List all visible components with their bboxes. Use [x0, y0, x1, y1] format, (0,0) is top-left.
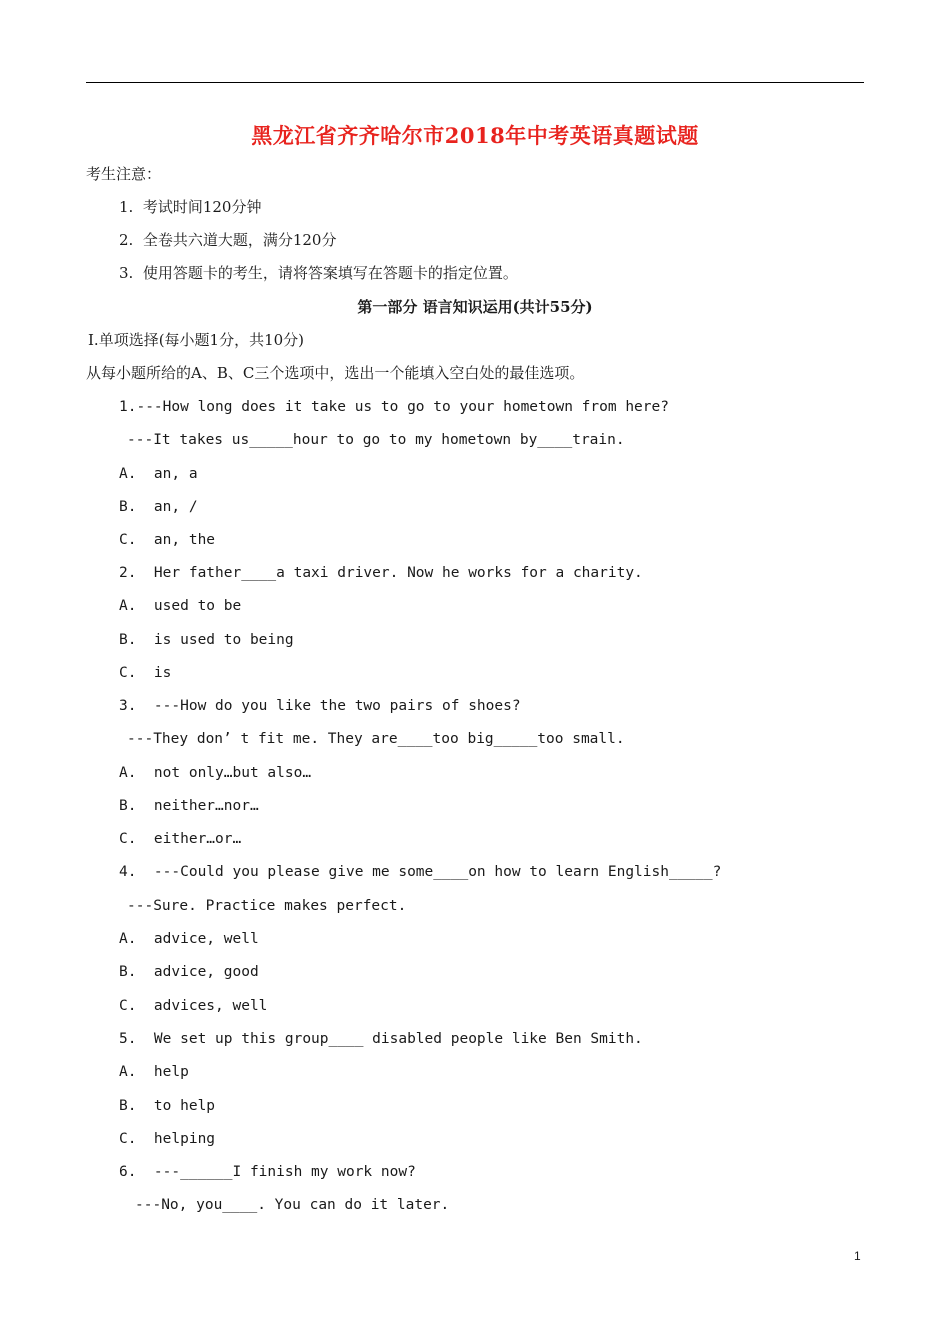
part-heading: Ⅰ.单项选择(每小题1分，共10分): [88, 331, 305, 349]
header-rule: [86, 82, 864, 83]
part-instruction: 从每小题所给的A、B、C三个选项中，选出一个能填入空白处的最佳选项。: [86, 364, 585, 382]
question-3-option-c: C. either…or…: [119, 831, 242, 847]
question-3-stem: 3. ---How do you like the two pairs of shoes?: [119, 698, 521, 714]
question-5-option-b: B. to help: [119, 1098, 216, 1114]
question-2-stem: 2. Her father____a taxi driver. Now he works for a charity.: [119, 565, 643, 581]
question-5-option-c: C. helping: [119, 1131, 216, 1147]
question-3-option-a: A. not only…but also…: [119, 765, 312, 781]
notice-item-3: 3. 使用答题卡的考生，请将答案填写在答题卡的指定位置。: [119, 264, 518, 282]
question-1-option-b: B. an, /: [119, 499, 198, 515]
section-title: 第一部分 语言知识运用(共计55分): [357, 298, 593, 316]
question-4-reply: ---Sure. Practice makes perfect.: [127, 898, 407, 914]
question-6-reply: ---No, you____. You can do it later.: [135, 1197, 450, 1213]
question-5-stem: 5. We set up this group____ disabled people like Ben Smith.: [119, 1031, 643, 1047]
question-4-option-b: B. advice, good: [119, 964, 259, 980]
question-5-option-a: A. help: [119, 1064, 189, 1080]
page-number: 1: [854, 1249, 861, 1263]
question-1-stem: 1.---How long does it take us to go to your hometown from here?: [119, 399, 669, 415]
question-1-reply: ---It takes us_____hour to go to my hometown by____train.: [127, 432, 625, 448]
question-4-option-a: A. advice, well: [119, 931, 259, 947]
question-4-option-c: C. advices, well: [119, 998, 268, 1014]
question-4-stem: 4. ---Could you please give me some____on how to learn English_____?: [119, 864, 722, 880]
question-1-option-c: C. an, the: [119, 532, 216, 548]
notice-heading: 考生注意：: [86, 165, 162, 183]
question-2-option-b: B. is used to being: [119, 632, 294, 648]
question-2-option-c: C. is: [119, 665, 172, 681]
question-3-reply: ---They don’ t fit me. They are____too big_____too small.: [127, 731, 625, 747]
notice-item-2: 2. 全卷共六道大题，满分120分: [119, 231, 337, 249]
notice-item-1: 1. 考试时间120分钟: [119, 198, 262, 216]
document-title: 黑龙江省齐齐哈尔市2018年中考英语真题试题: [251, 123, 699, 148]
question-1-option-a: A. an, a: [119, 466, 198, 482]
question-3-option-b: B. neither…nor…: [119, 798, 259, 814]
question-6-stem: 6. ---______I finish my work now?: [119, 1164, 416, 1180]
question-2-option-a: A. used to be: [119, 598, 242, 614]
